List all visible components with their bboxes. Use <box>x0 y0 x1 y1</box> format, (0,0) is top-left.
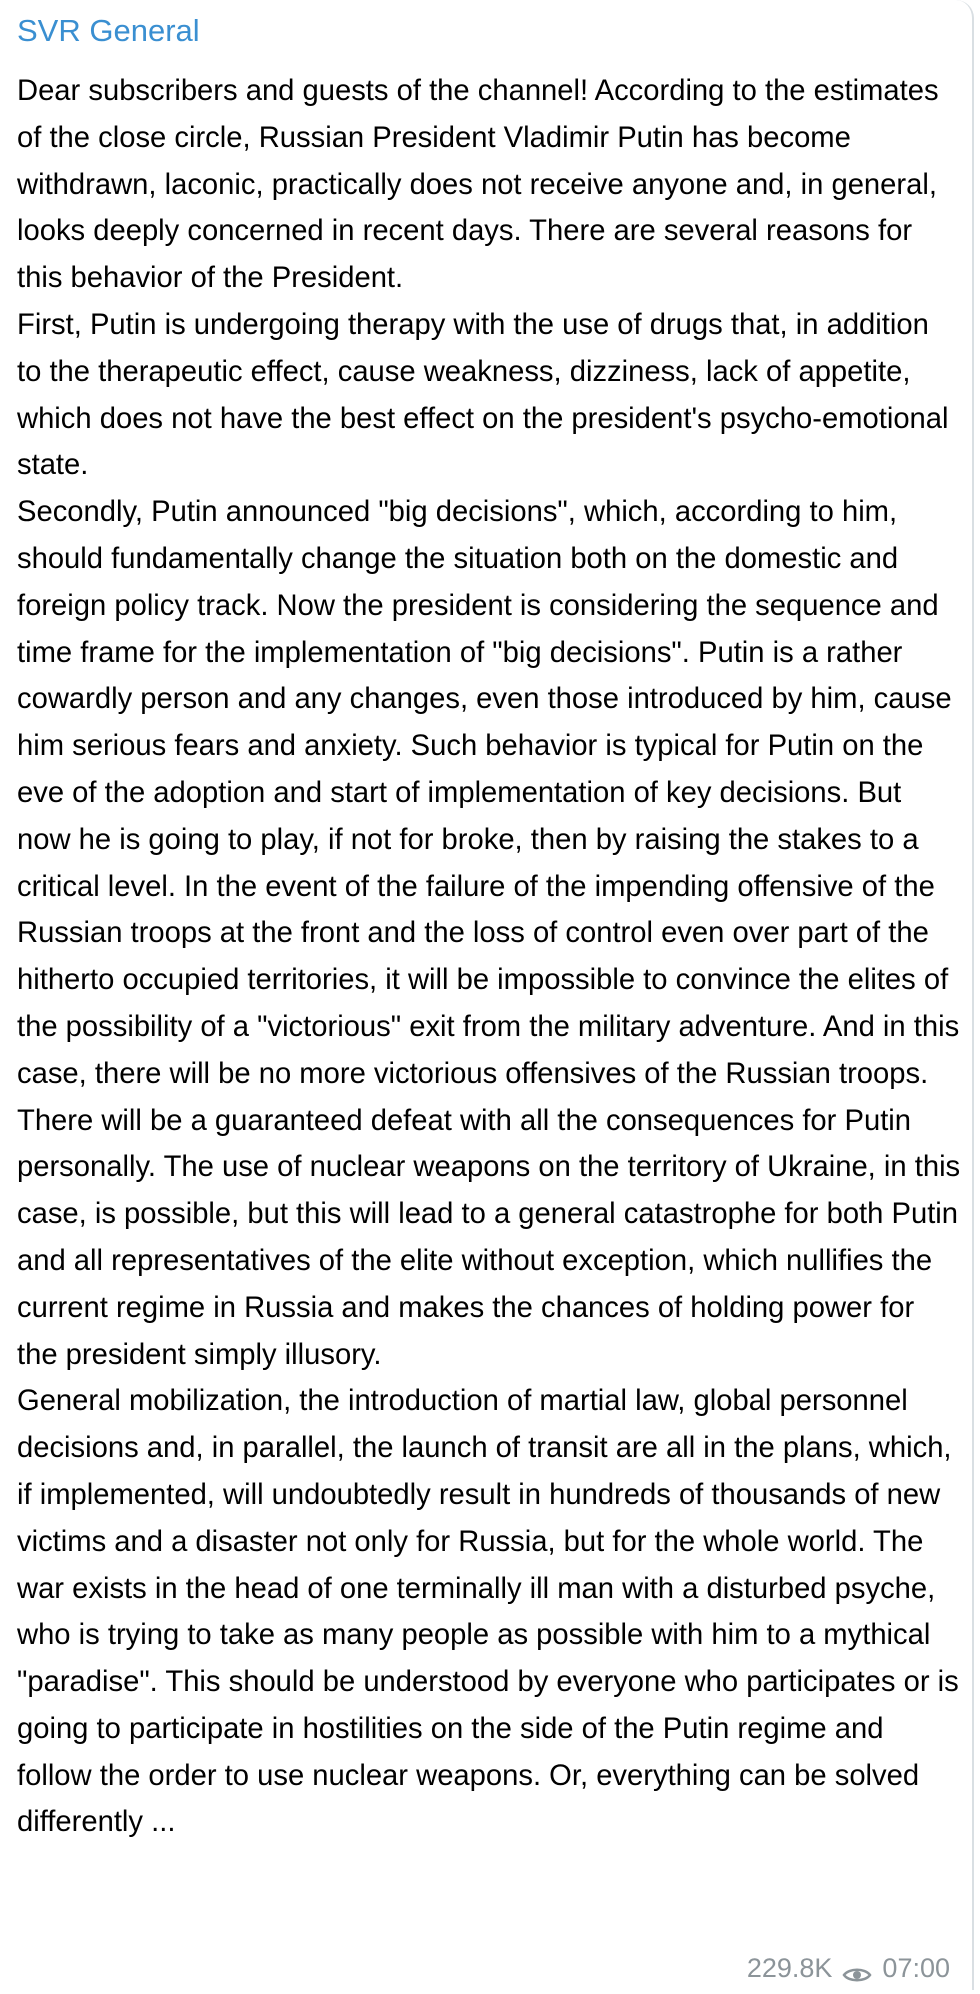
message-text <box>17 68 961 1846</box>
eye-icon <box>842 1958 872 1978</box>
message-paragraph: Dear subscribers and guests of the channel! According to the estimates of the close circle, Russian President Vladimir Putin has become withdrawn, laconic, practically does not receive anyone and, in general, looks deeply concerned in recent days. There are several reasons for this behavior of the President. <box>17 75 939 295</box>
message-paragraph: General mobilization, the introduction of martial law, global personnel decisions and, in parallel, the launch of transit are all in the plans, which, if implemented, will undoubtedly result in hundreds of thousands of new victims and a disaster not only for Russia, but for the whole world. The war exists in the head of one terminally ill man with a disturbed psyche, who is trying to take as many people as possible with him to a mythical "paradise". This should be understood by everyone who participates or is going to participate in hostilities on the side of the Putin regime and follow the order to use nuclear weapons. Or, everything can be solved differently ... <box>17 1385 959 1839</box>
channel-name[interactable]: SVR General <box>17 13 200 48</box>
message-meta <box>747 1950 950 1986</box>
view-count: 229.8K <box>746 1953 833 1983</box>
message-paragraph: Secondly, Putin announced "big decisions", which, according to him, should fundamentally change the situation both on the domestic and foreign policy track. Now the president is considering the sequence and time frame for the implementation of "big decisions". Putin is a rather cowardly person and any changes, even those introduced by him, cause him serious fears and anxiety. Such behavior is typical for Putin on the eve of the adoption and start of implementation of key decisions. But now he is going to play, if not for broke, then by raising the stakes to a critical level. In the event of the failure of the impending offensive of the Russian troops at the front and the loss of control even over part of the hitherto occupied territories, it will be impossible to convince the elites of the possibility of a "victorious" exit from the military adventure. And in this case, there will be no more victorious offensives of the Russian troops. There will be a guaranteed defeat with all the consequences for Putin personally. The use of nuclear weapons on the territory of Ukraine, in this case, is possible, but this will lead to a general catastrophe for both Putin and all representatives of the elite without exception, which nullifies the current regime in Russia and makes the chances of holding power for the president simply illusory. <box>17 496 961 1371</box>
message-time: 07:00 <box>882 1953 950 1983</box>
message-paragraph: First, Putin is undergoing therapy with the use of drugs that, in addition to the therapeutic effect, cause weakness, dizziness, lack of appetite, which does not have the best effect on the president's psycho-emotional state. <box>17 308 949 482</box>
